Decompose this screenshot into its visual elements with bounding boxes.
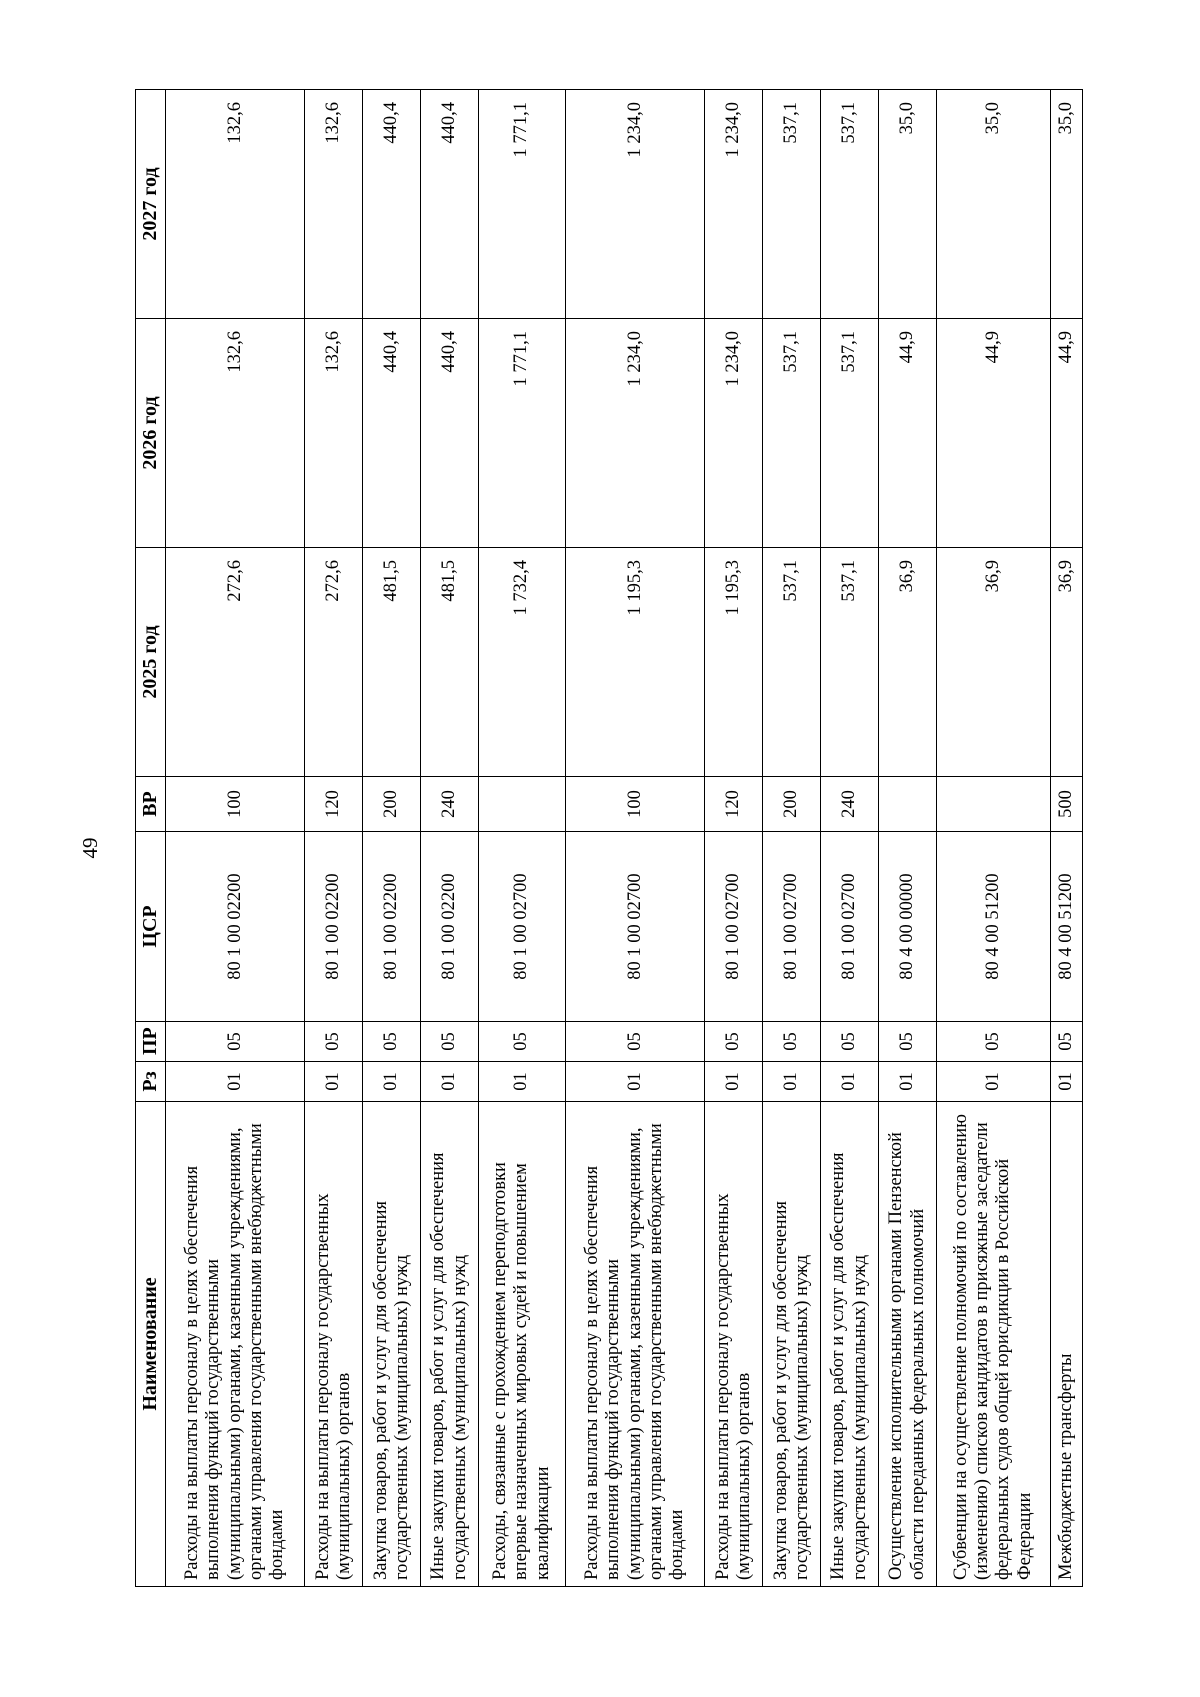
cell-2025: 481,5: [421, 548, 479, 777]
cell-name: Расходы на выплаты персоналу в целях обеспечения выполнения функций государственными (муниципальными) органами, казенными учреждениями, органами управления государственными внебюджетными фондами: [566, 1102, 705, 1587]
cell-2025: 36,9: [1050, 548, 1082, 777]
cell-vr: 200: [763, 777, 821, 832]
cell-rz: 01: [937, 1062, 1051, 1102]
table-row: [479, 90, 566, 1587]
page-number: 49: [78, 837, 102, 859]
header-rz: Рз: [136, 1062, 166, 1102]
cell-2026: 537,1: [821, 319, 879, 548]
cell-vr: 120: [305, 777, 363, 832]
cell-vr: [879, 777, 937, 832]
header-vr: ВР: [136, 777, 166, 832]
cell-rz: 01: [879, 1062, 937, 1102]
cell-pr: 05: [763, 1022, 821, 1062]
table-row: [363, 90, 421, 1587]
table-row: [566, 90, 705, 1587]
cell-pr: 05: [821, 1022, 879, 1062]
table-row: [705, 90, 763, 1587]
cell-2025: 272,6: [305, 548, 363, 777]
table-row: [166, 90, 305, 1587]
cell-rz: 01: [821, 1062, 879, 1102]
cell-2025: 36,9: [937, 548, 1051, 777]
cell-name: Расходы на выплаты персоналу государственных (муниципальных) органов: [305, 1102, 363, 1587]
cell-pr: 05: [363, 1022, 421, 1062]
cell-csr: 80 4 00 51200: [937, 832, 1051, 1022]
cell-2026: 44,9: [879, 319, 937, 548]
cell-rz: 01: [166, 1062, 305, 1102]
cell-name: Иные закупки товаров, работ и услуг для обеспечения государственных (муниципальных) нужд: [421, 1102, 479, 1587]
cell-pr: 05: [479, 1022, 566, 1062]
cell-rz: 01: [705, 1062, 763, 1102]
header-2026: 2026 год: [136, 319, 166, 548]
cell-vr: 200: [363, 777, 421, 832]
header-pr: ПР: [136, 1022, 166, 1062]
budget-table: [135, 89, 1083, 1587]
cell-2025: 1 195,3: [705, 548, 763, 777]
table-row: [305, 90, 363, 1587]
table-row: [879, 90, 937, 1587]
header-2025: 2025 год: [136, 548, 166, 777]
cell-2027: 440,4: [363, 90, 421, 319]
cell-name: Иные закупки товаров, работ и услуг для обеспечения государственных (муниципальных) нужд: [821, 1102, 879, 1587]
cell-2026: 440,4: [363, 319, 421, 548]
cell-2027: 35,0: [1050, 90, 1082, 319]
cell-name: Расходы на выплаты персоналу государственных (муниципальных) органов: [705, 1102, 763, 1587]
cell-2025: 1 732,4: [479, 548, 566, 777]
cell-2025: 272,6: [166, 548, 305, 777]
cell-rz: 01: [363, 1062, 421, 1102]
cell-2027: 537,1: [821, 90, 879, 319]
cell-2027: 1 234,0: [705, 90, 763, 319]
table-row: [1050, 90, 1082, 1587]
cell-vr: [479, 777, 566, 832]
cell-2027: 1 234,0: [566, 90, 705, 319]
cell-2027: 132,6: [166, 90, 305, 319]
budget-table-container: [135, 90, 1083, 1587]
cell-rz: 01: [421, 1062, 479, 1102]
cell-name: Субвенции на осуществление полномочий по составлению (изменению) списков кандидатов в присяжные заседатели федеральных судов общей юрисдикции в Российской Федерации: [937, 1102, 1051, 1587]
cell-pr: 05: [1050, 1022, 1082, 1062]
cell-csr: 80 1 00 02200: [363, 832, 421, 1022]
cell-2025: 481,5: [363, 548, 421, 777]
cell-pr: 05: [166, 1022, 305, 1062]
cell-csr: 80 1 00 02200: [305, 832, 363, 1022]
cell-csr: 80 1 00 02700: [705, 832, 763, 1022]
cell-2025: 36,9: [879, 548, 937, 777]
cell-pr: 05: [937, 1022, 1051, 1062]
cell-2027: 1 771,1: [479, 90, 566, 319]
cell-2026: 537,1: [763, 319, 821, 548]
cell-name: Расходы, связанные с прохождением переподготовки впервые назначенных мировых судей и повышением квалификации: [479, 1102, 566, 1587]
cell-rz: 01: [1050, 1062, 1082, 1102]
cell-2026: 132,6: [305, 319, 363, 548]
cell-csr: 80 1 00 02200: [166, 832, 305, 1022]
header-csr: ЦСР: [136, 832, 166, 1022]
cell-vr: [937, 777, 1051, 832]
cell-pr: 05: [705, 1022, 763, 1062]
cell-csr: 80 1 00 02700: [566, 832, 705, 1022]
cell-rz: 01: [479, 1062, 566, 1102]
cell-name: Межбюджетные трансферты: [1050, 1102, 1082, 1587]
cell-vr: 240: [421, 777, 479, 832]
cell-2025: 537,1: [763, 548, 821, 777]
table-row: [937, 90, 1051, 1587]
cell-csr: 80 1 00 02700: [821, 832, 879, 1022]
cell-csr: 80 4 00 00000: [879, 832, 937, 1022]
cell-2026: 132,6: [166, 319, 305, 548]
cell-rz: 01: [763, 1062, 821, 1102]
cell-name: Осуществление исполнительными органами Пензенской области переданных федеральных полномочий: [879, 1102, 937, 1587]
cell-vr: 100: [566, 777, 705, 832]
cell-2025: 537,1: [821, 548, 879, 777]
cell-2027: 35,0: [937, 90, 1051, 319]
cell-pr: 05: [879, 1022, 937, 1062]
cell-rz: 01: [305, 1062, 363, 1102]
cell-name: Закупка товаров, работ и услуг для обеспечения государственных (муниципальных) нужд: [363, 1102, 421, 1587]
cell-csr: 80 1 00 02700: [479, 832, 566, 1022]
cell-vr: 120: [705, 777, 763, 832]
cell-2027: 537,1: [763, 90, 821, 319]
cell-2026: 1 771,1: [479, 319, 566, 548]
table-row: [763, 90, 821, 1587]
cell-2027: 35,0: [879, 90, 937, 319]
cell-2026: 1 234,0: [566, 319, 705, 548]
cell-2026: 44,9: [937, 319, 1051, 548]
cell-vr: 500: [1050, 777, 1082, 832]
cell-csr: 80 4 00 51200: [1050, 832, 1082, 1022]
table-row: [421, 90, 479, 1587]
cell-2025: 1 195,3: [566, 548, 705, 777]
cell-vr: 240: [821, 777, 879, 832]
cell-csr: 80 1 00 02200: [421, 832, 479, 1022]
cell-name: Расходы на выплаты персоналу в целях обеспечения выполнения функций государственными (муниципальными) органами, казенными учреждениями, органами управления государственными внебюджетными фондами: [166, 1102, 305, 1587]
cell-name: Закупка товаров, работ и услуг для обеспечения государственных (муниципальных) нужд: [763, 1102, 821, 1587]
cell-csr: 80 1 00 02700: [763, 832, 821, 1022]
cell-2027: 440,4: [421, 90, 479, 319]
cell-2026: 1 234,0: [705, 319, 763, 548]
cell-2026: 440,4: [421, 319, 479, 548]
table-header-row: [136, 90, 166, 1587]
header-2027: 2027 год: [136, 90, 166, 319]
cell-pr: 05: [566, 1022, 705, 1062]
cell-pr: 05: [421, 1022, 479, 1062]
cell-pr: 05: [305, 1022, 363, 1062]
cell-vr: 100: [166, 777, 305, 832]
cell-rz: 01: [566, 1062, 705, 1102]
table-row: [821, 90, 879, 1587]
cell-2026: 44,9: [1050, 319, 1082, 548]
header-name: Наименование: [136, 1102, 166, 1587]
cell-2027: 132,6: [305, 90, 363, 319]
